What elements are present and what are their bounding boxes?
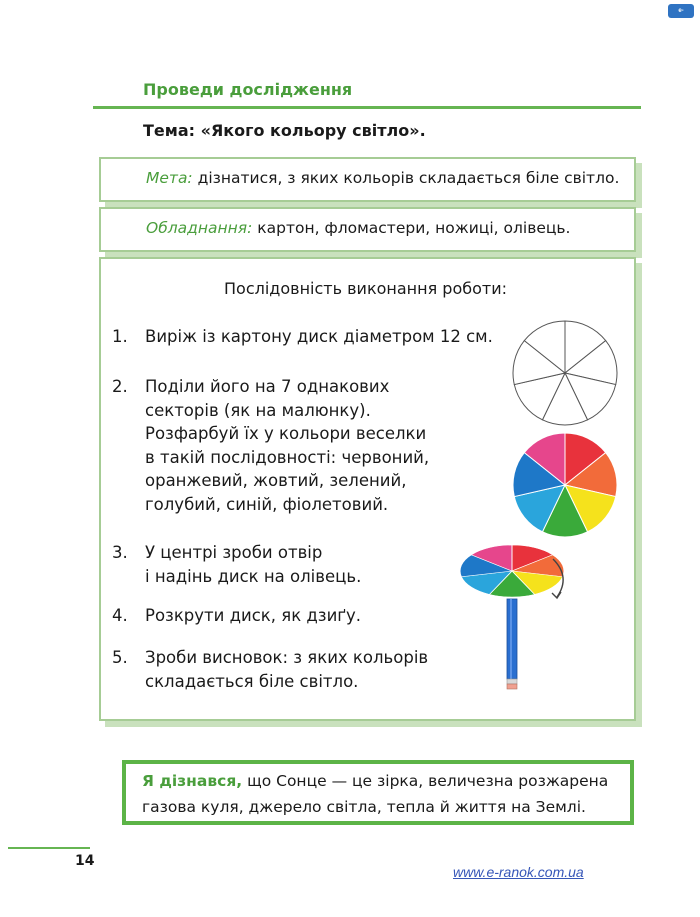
spinning-disk: [460, 545, 564, 597]
sequence-title: Послідовність виконання роботи:: [224, 279, 507, 298]
conclusion-line-1: [142, 768, 630, 794]
step-line: Виріж із картону диск діаметром 12 см.: [145, 327, 493, 346]
step-line: Зроби висновок: з яких кольорів: [145, 648, 429, 667]
colored-disk: [513, 433, 617, 537]
equipment-text: картон, фломастери, ножиці, олівець.: [252, 219, 571, 237]
step-number: 3.: [112, 543, 128, 562]
step-number: 1.: [112, 327, 128, 346]
heading-rule: [93, 106, 641, 109]
publisher-logo: e-RANOK: [668, 4, 694, 18]
blank-disk: [513, 321, 617, 425]
page-number: 14: [75, 853, 95, 869]
spinning-top-figure: [453, 537, 573, 692]
equipment-line: [146, 219, 571, 237]
step-number: 2.: [112, 377, 128, 396]
step-line: У центрі зроби отвір: [145, 543, 323, 562]
step-text: [145, 604, 361, 628]
blank-disk-figure: [510, 318, 620, 428]
step-line: Розфарбуй їх у кольори веселки: [145, 424, 427, 443]
step-line: і надінь диск на олівець.: [145, 566, 362, 586]
step-line: складається біле світло.: [145, 671, 359, 691]
goal-label: Мета:: [146, 169, 193, 187]
website-link[interactable]: www.e-ranok.com.ua: [453, 864, 584, 880]
colored-disk-figure: [510, 430, 620, 540]
step-line: секторів (як на малюнку).: [145, 400, 371, 420]
topic-title: Тема: «Якого кольору світло».: [143, 121, 426, 140]
goal-text: дізнатися, з яких кольорів складається біле світло.: [192, 169, 620, 187]
step-text: [145, 646, 428, 693]
step-text: [145, 541, 361, 588]
step-number: 4.: [112, 606, 128, 625]
footer-rule: [8, 847, 90, 849]
step-line: голубий, синій, фіолетовий.: [145, 494, 389, 514]
goal-box: [99, 157, 636, 202]
equipment-label: Обладнання:: [146, 219, 253, 237]
equipment-box: [99, 207, 636, 252]
conclusion-box: [122, 760, 634, 825]
pencil: [507, 599, 517, 689]
conclusion-line-2: газова куля, джерело світла, тепла й життя на Землі.: [142, 798, 586, 816]
procedure-box: [99, 257, 636, 721]
section-heading: Проведи дослідження: [143, 80, 353, 99]
step-text: [145, 375, 429, 516]
step-number: 5.: [112, 648, 128, 667]
step-text: [145, 325, 493, 349]
goal-line: [146, 169, 619, 187]
conclusion-lead: Я дізнався,: [142, 772, 243, 790]
step-line: Поділи його на 7 однакових: [145, 377, 390, 396]
conclusion-text-1: що Сонце — це зірка, величезна розжарена: [242, 772, 609, 790]
step-line: в такій послідовності: червоний,: [145, 447, 430, 467]
arrow-head: [552, 592, 561, 598]
step-line: оранжевий, жовтий, зелений,: [145, 471, 407, 490]
step-line: Розкрути диск, як дзиґу.: [145, 606, 361, 625]
